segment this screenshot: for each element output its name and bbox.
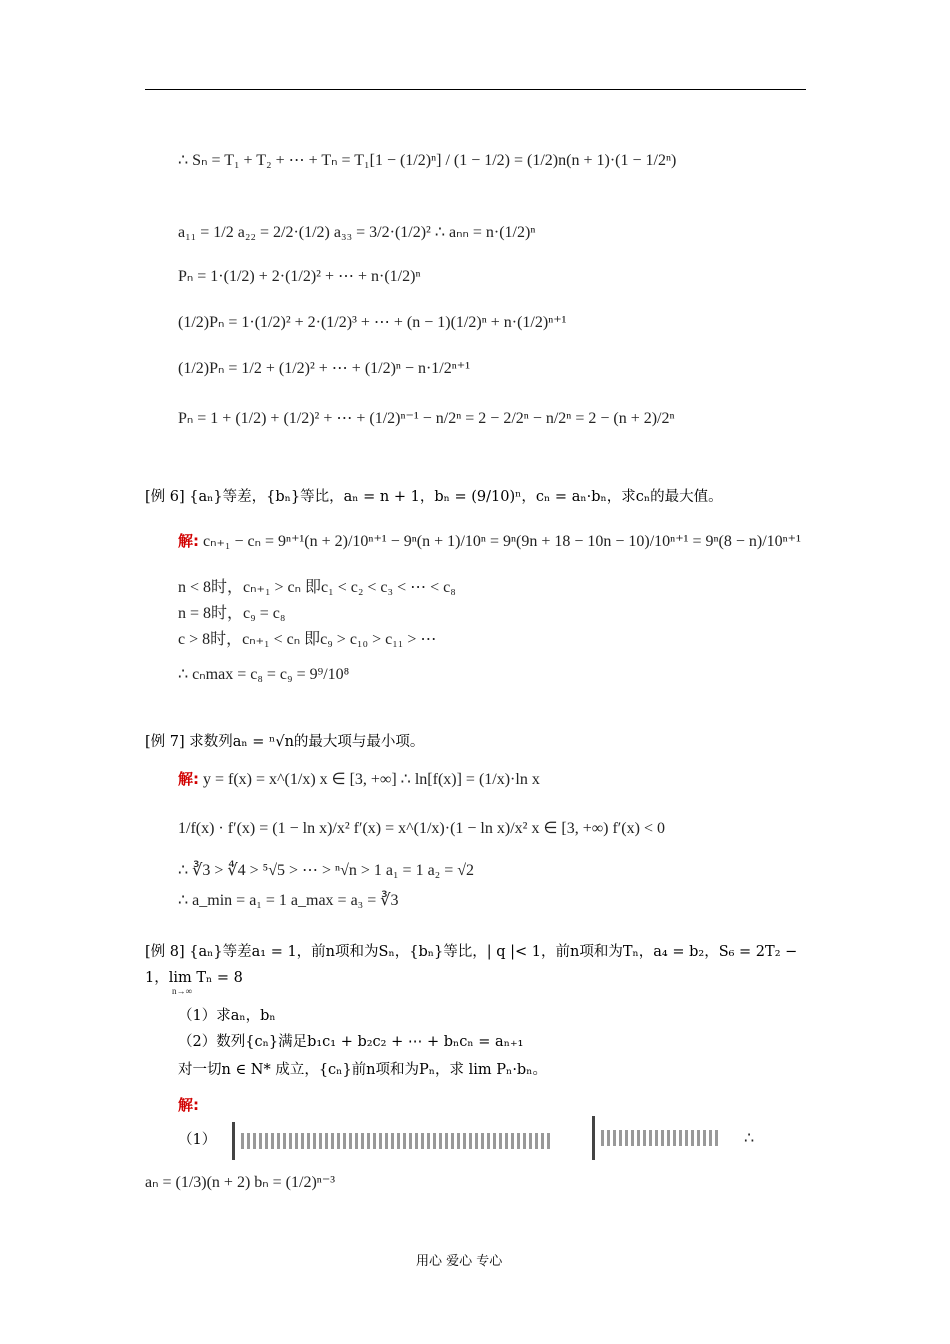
example7-label: [例 7]: [145, 734, 185, 750]
pn-definition-line: Pₙ = 1·(1/2) + 2·(1/2)² + ⋯ + n·(1/2)ⁿ: [178, 268, 421, 285]
example7-text: 求数列aₙ = ⁿ√n的最大项与最小项。: [189, 734, 425, 750]
example8-result: aₙ = (1/3)(n + 2) bₙ = (1/2)ⁿ⁻³: [145, 1174, 336, 1191]
example6-statement: [145, 485, 723, 506]
example8-statement-line1: [145, 940, 797, 961]
example6-step1-text: cₙ₊₁ − cₙ = 9ⁿ⁺¹(n + 2)/10ⁿ⁺¹ − 9ⁿ(n + 1)/10ⁿ = 9ⁿ(9n + 18 − 10n − 10)/10ⁿ⁺¹ = 9ⁿ(8 − n)/10ⁿ⁺¹: [203, 533, 801, 550]
example6-step4: c > 8时，cₙ₊₁ < cₙ 即c₉ > c₁₀ > c₁₁ > ⋯: [178, 631, 437, 648]
page-footer: 用心 爱心 专心: [416, 1254, 503, 1269]
pn-result-line: Pₙ = 1 + (1/2) + (1/2)² + ⋯ + (1/2)ⁿ⁻¹ − n/2ⁿ = 2 − 2/2ⁿ − n/2ⁿ = 2 − (n + 2)/2ⁿ: [178, 410, 675, 427]
example6-step2: n < 8时，cₙ₊₁ > cₙ 即c₁ < c₂ < c₃ < ⋯ < c₈: [178, 579, 456, 596]
example7-step4: ∴ a_min = a₁ = 1 a_max = a₃ = ∛3: [178, 892, 399, 909]
therefore-symbol: ∴: [744, 1130, 755, 1147]
example8-question1: （1）求aₙ，bₙ: [178, 1008, 276, 1024]
header-rule: [145, 89, 806, 90]
garbled-system-image: [592, 1116, 725, 1160]
example7-step3: ∴ ∛3 > ∜4 > ⁵√5 > ⋯ > ⁿ√n > 1 a₁ = 1 a₂ = √2: [178, 862, 475, 879]
example7-statement: [145, 730, 424, 751]
solution-label: 解:: [178, 770, 199, 788]
half-pn-line: (1/2)Pₙ = 1·(1/2)² + 2·(1/2)³ + ⋯ + (n − 1)(1/2)ⁿ + n·(1/2)ⁿ⁺¹: [178, 314, 567, 331]
example8-statement-line2: 1，lim Tₙ = 8: [145, 970, 243, 986]
example8-question2: （2）数列{cₙ}满足b₁c₁ + b₂c₂ + ⋯ + bₙcₙ = aₙ₊₁: [178, 1034, 524, 1050]
example6-step5: ∴ cₙmax = c₈ = c₉ = 9⁹/10⁸: [178, 666, 350, 683]
solution-label: 解:: [178, 532, 199, 550]
example7-step1-text: y = f(x) = x^(1/x) x ∈ [3, +∞] ∴ ln[f(x)] = (1/x)·ln x: [203, 771, 540, 788]
example8-text: {aₙ}等差a₁ = 1，前n项和为Sₙ，{bₙ}等比，| q |< 1，前n项和为Tₙ，a₄ = b₂，S₆ = 2T₂ −: [189, 944, 798, 960]
half-pn-diff-line: (1/2)Pₙ = 1/2 + (1/2)² + ⋯ + (1/2)ⁿ − n·1/2ⁿ⁺¹: [178, 360, 471, 377]
example6-step1: [178, 530, 801, 551]
garbled-equation-image: [232, 1122, 555, 1160]
example6-text: {aₙ}等差，{bₙ}等比，aₙ = n + 1，bₙ = (9/10)ⁿ，cₙ = aₙ·bₙ，求cₙ的最大值。: [189, 489, 723, 505]
solution-label: 解:: [178, 1096, 199, 1114]
example7-step2: 1/f(x) · f′(x) = (1 − ln x)/x² f′(x) = x^(1/x)·(1 − ln x)/x² x ∈ [3, +∞) f′(x) < 0: [178, 820, 665, 837]
example6-label: [例 6]: [145, 489, 185, 505]
example7-step1: [178, 768, 540, 789]
example8-solution-label: [178, 1094, 199, 1115]
example8-label: [例 8]: [145, 944, 185, 960]
example8-part1-label: （1）: [178, 1132, 217, 1148]
example6-step3: n = 8时，c₉ = c₈: [178, 605, 286, 622]
limit-subscript: n→∞: [172, 986, 192, 996]
example8-question3: 对一切n ∈ N* 成立，{cₙ}前n项和为Pₙ，求 lim Pₙ·bₙ。: [178, 1062, 547, 1078]
sum-formula-line: ∴ Sₙ = T₁ + T₂ + ⋯ + Tₙ = T₁[1 − (1/2)ⁿ] / (1 − 1/2) = (1/2)n(n + 1)·(1 − 1/2ⁿ): [178, 152, 677, 169]
diagonal-terms-line: a₁₁ = 1/2 a₂₂ = 2/2·(1/2) a₃₃ = 3/2·(1/2)² ∴ aₙₙ = n·(1/2)ⁿ: [178, 224, 536, 241]
